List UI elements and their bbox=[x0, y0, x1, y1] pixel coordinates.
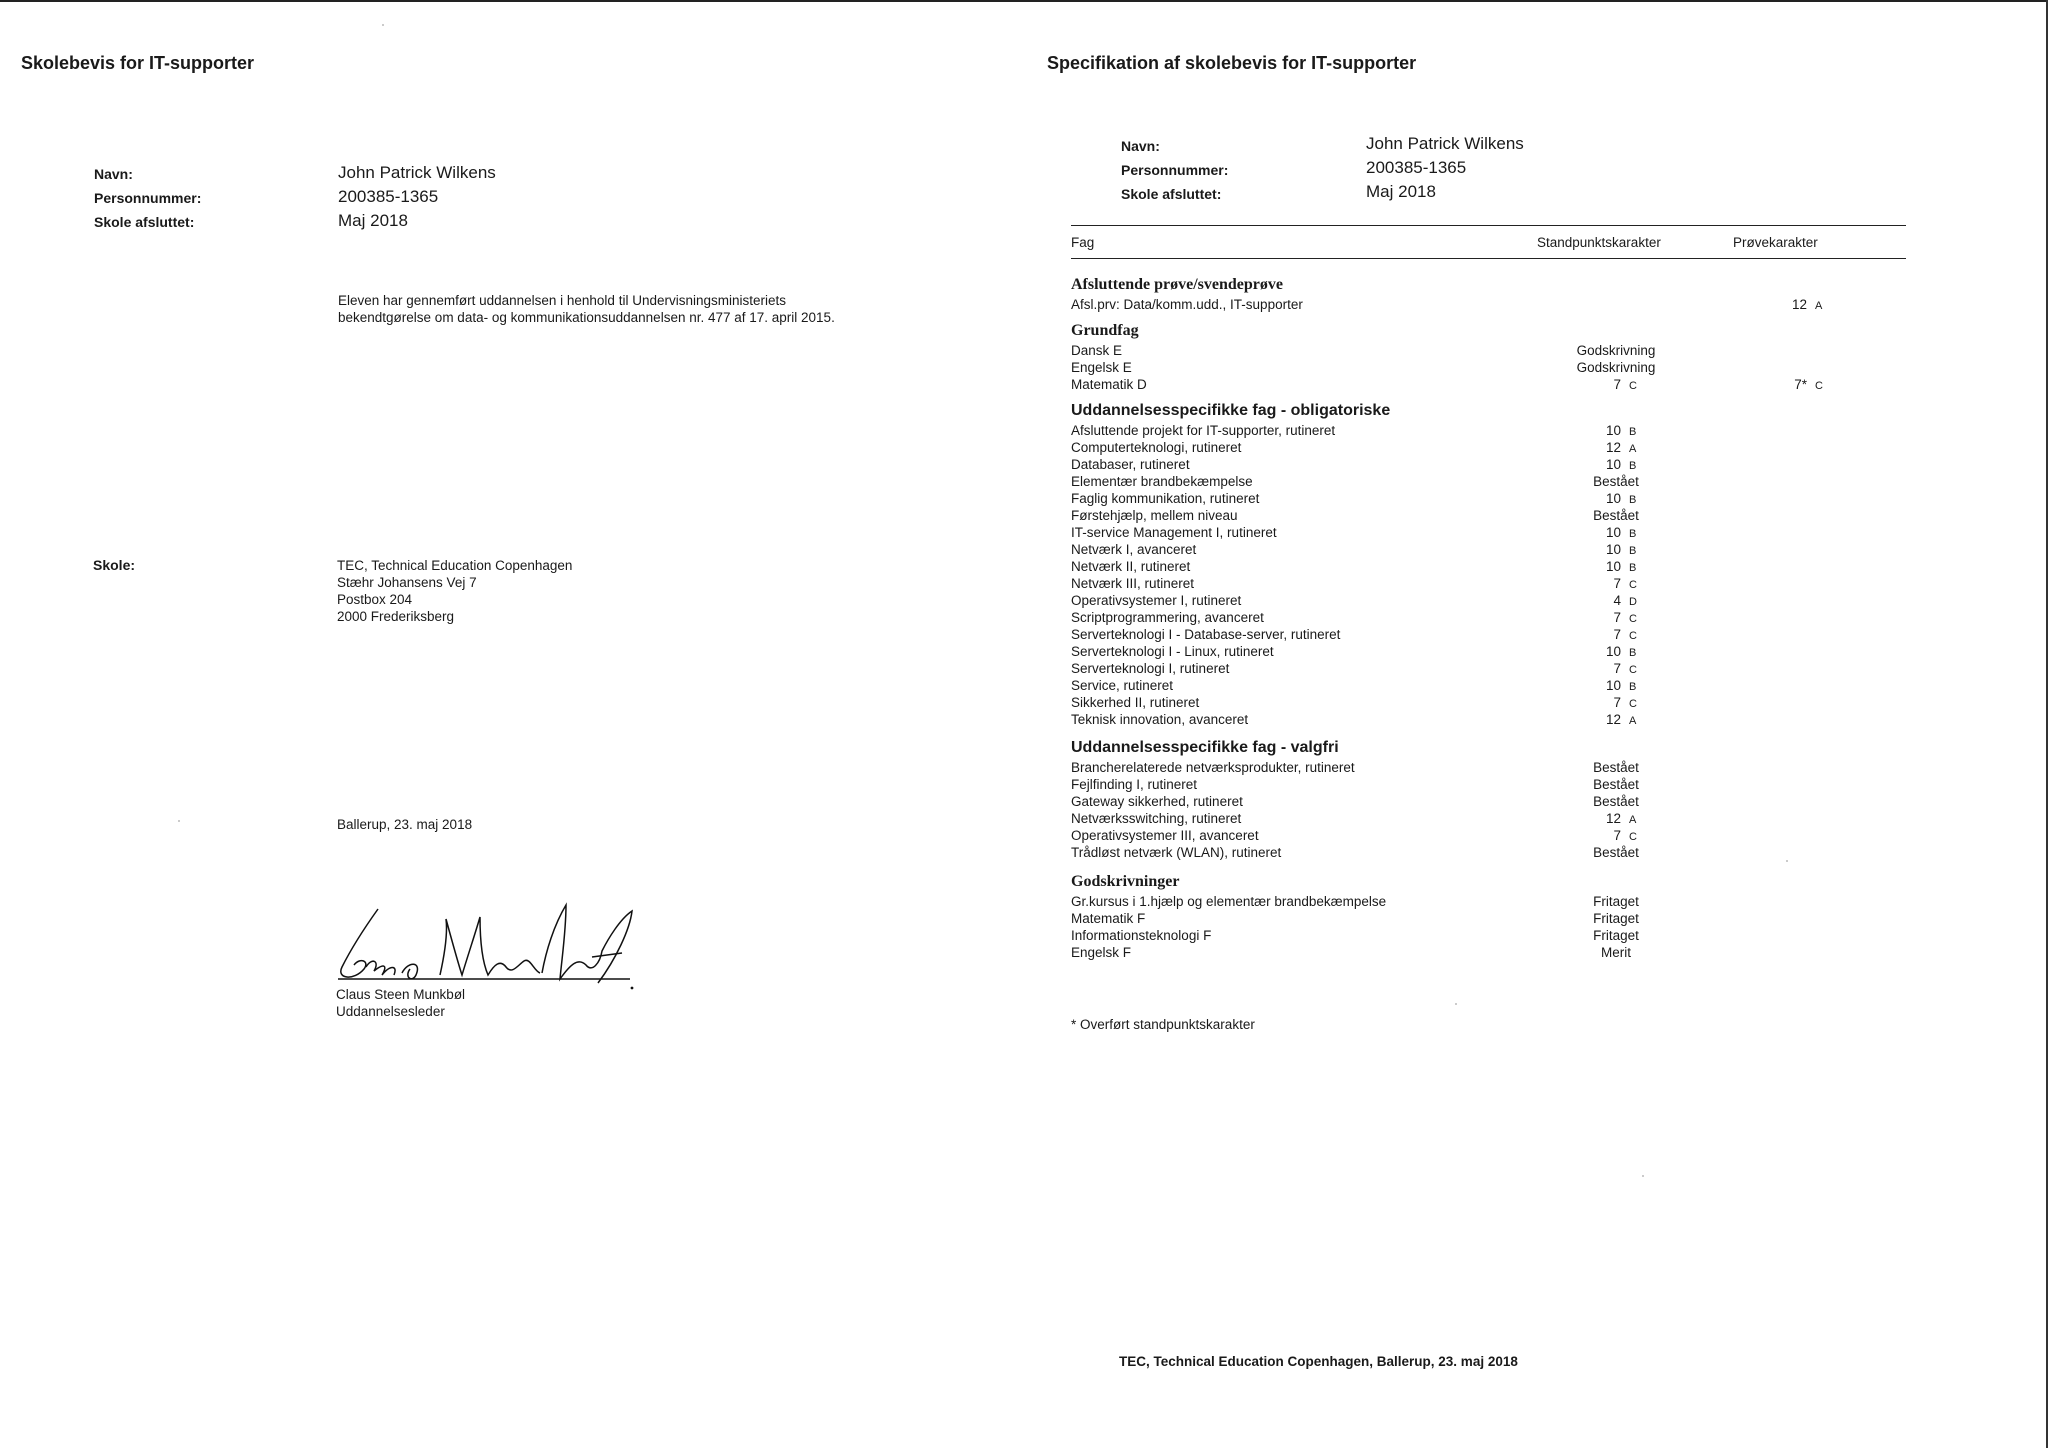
column-header-subject: Fag bbox=[1071, 235, 1095, 250]
table-header-rule bbox=[1071, 258, 1906, 259]
standpoint-grade-number: 12 bbox=[1605, 712, 1621, 727]
grade-row bbox=[1071, 643, 1871, 660]
grade-row bbox=[1071, 660, 1871, 677]
subject-name: Serverteknologi I, rutineret bbox=[1071, 661, 1230, 676]
completed-label: Skole afsluttet: bbox=[94, 214, 195, 230]
standpoint-grade-number: 10 bbox=[1605, 559, 1621, 574]
personnummer-value: 200385-1365 bbox=[1366, 158, 1467, 177]
standpoint-grade-ects: A bbox=[1629, 715, 1637, 727]
standpoint-grade-ects: B bbox=[1629, 528, 1637, 540]
standpoint-grade: Fritaget bbox=[1593, 894, 1639, 909]
standpoint-grade-number: 10 bbox=[1605, 525, 1621, 540]
subject-name: Trådløst netværk (WLAN), rutineret bbox=[1071, 845, 1282, 860]
scan-speck bbox=[178, 820, 180, 822]
standpoint-grade bbox=[1581, 376, 1637, 395]
exam-grade-ects: C bbox=[1815, 380, 1823, 392]
standpoint-grade-ects: C bbox=[1629, 380, 1637, 392]
standpoint-grade: Bestået bbox=[1593, 474, 1639, 489]
grade-row bbox=[1071, 456, 1871, 473]
grade-row bbox=[1071, 592, 1871, 609]
subject-name: Computerteknologi, rutineret bbox=[1071, 440, 1242, 455]
standpoint-grade-number: 4 bbox=[1613, 593, 1621, 608]
subject-name: Sikkerhed II, rutineret bbox=[1071, 695, 1200, 710]
grade-row bbox=[1071, 893, 1871, 910]
subject-name: Serverteknologi I - Linux, rutineret bbox=[1071, 644, 1274, 659]
standpoint-grade: Fritaget bbox=[1593, 911, 1639, 926]
standpoint-grade-number: 10 bbox=[1605, 457, 1621, 472]
grade-row bbox=[1071, 677, 1871, 694]
subject-name: Afsl.prv: Data/komm.udd., IT-supporter bbox=[1071, 297, 1303, 312]
grade-row bbox=[1071, 439, 1871, 456]
grade-row bbox=[1071, 524, 1871, 541]
grade-row bbox=[1071, 694, 1871, 711]
standpoint-grade-ects: A bbox=[1629, 443, 1637, 455]
standpoint-grade-ects: B bbox=[1629, 494, 1637, 506]
standpoint-grade-number: 10 bbox=[1605, 491, 1621, 506]
standpoint-grade-number: 7 bbox=[1613, 695, 1621, 710]
standpoint-grade-ects: C bbox=[1629, 831, 1637, 843]
grade-row bbox=[1071, 776, 1871, 793]
scan-speck bbox=[1642, 1175, 1644, 1177]
standpoint-grade-number: 7 bbox=[1613, 610, 1621, 625]
standpoint-grade-ects: C bbox=[1629, 613, 1637, 625]
subject-name: Databaser, rutineret bbox=[1071, 457, 1190, 472]
scan-top-edge bbox=[0, 0, 2048, 2]
standpoint-grade-number: 7 bbox=[1613, 377, 1621, 392]
standpoint-grade-ects: C bbox=[1629, 664, 1637, 676]
document-footer: TEC, Technical Education Copenhagen, Ballerup, 23. maj 2018 bbox=[1119, 1354, 1518, 1369]
name-value: John Patrick Wilkens bbox=[338, 163, 496, 182]
grade-row bbox=[1071, 910, 1871, 927]
subject-name: Fejlfinding I, rutineret bbox=[1071, 777, 1198, 792]
subject-name: Brancherelaterede netværksprodukter, rutineret bbox=[1071, 760, 1355, 775]
subject-name: Informationsteknologi F bbox=[1071, 928, 1212, 943]
grade-row bbox=[1071, 359, 1871, 376]
place-date: Ballerup, 23. maj 2018 bbox=[337, 817, 473, 832]
grade-row bbox=[1071, 844, 1871, 861]
section-heading: Grundfag bbox=[1071, 322, 1139, 339]
subject-name: Afsluttende projekt for IT-supporter, rutineret bbox=[1071, 423, 1336, 438]
specification-title: Specifikation af skolebevis for IT-supporter bbox=[1047, 53, 1417, 73]
standpoint-grade-number: 10 bbox=[1605, 644, 1621, 659]
section-heading: Uddannelsesspecifikke fag - valgfri bbox=[1071, 739, 1339, 756]
grade-row bbox=[1071, 626, 1871, 643]
standpoint-grade-ects: C bbox=[1629, 630, 1637, 642]
subject-name: Gr.kursus i 1.hjælp og elementær brandbekæmpelse bbox=[1071, 894, 1387, 909]
grade-row bbox=[1071, 473, 1871, 490]
grade-row bbox=[1071, 342, 1871, 359]
completed-label: Skole afsluttet: bbox=[1121, 186, 1222, 202]
subject-name: Netværk III, rutineret bbox=[1071, 576, 1195, 591]
personnummer-label: Personnummer: bbox=[1121, 162, 1229, 178]
table-top-rule bbox=[1071, 225, 1906, 226]
subject-name: Serverteknologi I - Database-server, rutineret bbox=[1071, 627, 1341, 642]
grade-row bbox=[1071, 575, 1871, 592]
standpoint-grade-ects: B bbox=[1629, 426, 1637, 438]
standpoint-grade-number: 12 bbox=[1605, 811, 1621, 826]
signer-title: Uddannelsesleder bbox=[336, 1004, 445, 1019]
completed-value: Maj 2018 bbox=[1366, 182, 1436, 201]
subject-name: Engelsk E bbox=[1071, 360, 1132, 375]
school-address-line: Stæhr Johansens Vej 7 bbox=[337, 575, 477, 590]
certificate-title: Skolebevis for IT-supporter bbox=[21, 53, 255, 73]
standpoint-grade: Godskrivning bbox=[1576, 343, 1656, 358]
grade-row bbox=[1071, 541, 1871, 558]
name-label: Navn: bbox=[94, 166, 133, 182]
standpoint-grade-number: 7 bbox=[1613, 828, 1621, 843]
subject-name: IT-service Management I, rutineret bbox=[1071, 525, 1277, 540]
standpoint-grade: Bestået bbox=[1593, 845, 1639, 860]
standpoint-grade-ects: A bbox=[1629, 814, 1637, 826]
footnote: * Overført standpunktskarakter bbox=[1071, 1017, 1255, 1032]
subject-name: Førstehjælp, mellem niveau bbox=[1071, 508, 1238, 523]
subject-name: Netværksswitching, rutineret bbox=[1071, 811, 1242, 826]
section-heading: Afsluttende prøve/svendeprøve bbox=[1071, 276, 1283, 293]
exam-grade-number: 12 bbox=[1791, 297, 1807, 312]
standpoint-grade-ects: B bbox=[1629, 681, 1637, 693]
standpoint-grade-ects: B bbox=[1629, 562, 1637, 574]
school-address-line: Postbox 204 bbox=[337, 592, 413, 607]
grade-row bbox=[1071, 944, 1871, 961]
standpoint-grade: Bestået bbox=[1593, 508, 1639, 523]
section-heading: Godskrivninger bbox=[1071, 873, 1180, 890]
standpoint-grade-number: 7 bbox=[1613, 627, 1621, 642]
exam-grade-number: 7* bbox=[1794, 377, 1807, 392]
standpoint-grade-ects: B bbox=[1629, 545, 1637, 557]
subject-name: Teknisk innovation, avanceret bbox=[1071, 712, 1249, 727]
standpoint-grade-number: 10 bbox=[1605, 542, 1621, 557]
name-value: John Patrick Wilkens bbox=[1366, 134, 1524, 153]
grade-row bbox=[1071, 609, 1871, 626]
school-label: Skole: bbox=[93, 557, 136, 573]
standpoint-grade-ects: D bbox=[1629, 596, 1637, 608]
standpoint-grade: Merit bbox=[1601, 945, 1631, 960]
standpoint-grade-ects: B bbox=[1629, 647, 1637, 659]
subject-name: Netværk II, rutineret bbox=[1071, 559, 1191, 574]
subject-name: Scriptprogrammering, avanceret bbox=[1071, 610, 1264, 625]
signature-image bbox=[330, 895, 650, 995]
grade-row bbox=[1071, 759, 1871, 776]
scan-speck bbox=[1455, 1003, 1457, 1005]
standpoint-grade: Bestået bbox=[1593, 777, 1639, 792]
personnummer-label: Personnummer: bbox=[94, 190, 202, 206]
standpoint-grade bbox=[1581, 711, 1636, 730]
standpoint-grade: Fritaget bbox=[1593, 928, 1639, 943]
grade-row bbox=[1071, 422, 1871, 439]
standpoint-grade-number: 12 bbox=[1605, 440, 1621, 455]
grade-row bbox=[1071, 810, 1871, 827]
name-label: Navn: bbox=[1121, 138, 1160, 154]
standpoint-grade-ects: C bbox=[1629, 698, 1637, 710]
subject-name: Matematik D bbox=[1071, 377, 1147, 392]
subject-name: Gateway sikkerhed, rutineret bbox=[1071, 794, 1243, 809]
subject-name: Elementær brandbekæmpelse bbox=[1071, 474, 1253, 489]
grade-row bbox=[1071, 793, 1871, 810]
subject-name: Matematik F bbox=[1071, 911, 1146, 926]
subject-name: Operativsystemer I, rutineret bbox=[1071, 593, 1242, 608]
grade-row bbox=[1071, 558, 1871, 575]
completion-statement: Eleven har gennemført uddannelsen i henhold til Undervisningsministeriets bekendtgørelse om data- og kommunikationsuddannelsen nr. 477 af 17. april 2015. bbox=[338, 293, 835, 325]
exam-grade-ects: A bbox=[1815, 300, 1823, 312]
standpoint-grade-ects: B bbox=[1629, 460, 1637, 472]
standpoint-grade-number: 10 bbox=[1605, 423, 1621, 438]
grade-row bbox=[1071, 711, 1871, 728]
exam-grade bbox=[1767, 376, 1823, 395]
subject-name: Service, rutineret bbox=[1071, 678, 1174, 693]
grade-row bbox=[1071, 927, 1871, 944]
exam-grade bbox=[1767, 296, 1822, 315]
grade-row bbox=[1071, 376, 1871, 393]
scan-speck bbox=[382, 24, 384, 26]
completed-value: Maj 2018 bbox=[338, 211, 408, 230]
subject-name: Operativsystemer III, avanceret bbox=[1071, 828, 1259, 843]
grade-row bbox=[1071, 507, 1871, 524]
column-header-exam: Prøvekarakter bbox=[1733, 235, 1818, 250]
standpoint-grade-number: 7 bbox=[1613, 576, 1621, 591]
personnummer-value: 200385-1365 bbox=[338, 187, 439, 206]
school-address-line: TEC, Technical Education Copenhagen bbox=[337, 558, 573, 573]
subject-name: Netværk I, avanceret bbox=[1071, 542, 1197, 557]
standpoint-grade: Bestået bbox=[1593, 760, 1639, 775]
column-header-standpoint: Standpunktskarakter bbox=[1537, 235, 1661, 250]
grade-row bbox=[1071, 827, 1871, 844]
subject-name: Faglig kommunikation, rutineret bbox=[1071, 491, 1260, 506]
subject-name: Dansk E bbox=[1071, 343, 1123, 358]
school-address-line: 2000 Frederiksberg bbox=[337, 609, 455, 624]
standpoint-grade-number: 7 bbox=[1613, 661, 1621, 676]
signer-name: Claus Steen Munkbøl bbox=[336, 987, 466, 1002]
standpoint-grade: Bestået bbox=[1593, 794, 1639, 809]
standpoint-grade-ects: C bbox=[1629, 579, 1637, 591]
section-heading: Uddannelsesspecifikke fag - obligatoriske bbox=[1071, 402, 1391, 419]
subject-name: Engelsk F bbox=[1071, 945, 1132, 960]
standpoint-grade: Godskrivning bbox=[1576, 360, 1656, 375]
standpoint-grade-number: 10 bbox=[1605, 678, 1621, 693]
grade-row bbox=[1071, 296, 1871, 313]
grade-row bbox=[1071, 490, 1871, 507]
